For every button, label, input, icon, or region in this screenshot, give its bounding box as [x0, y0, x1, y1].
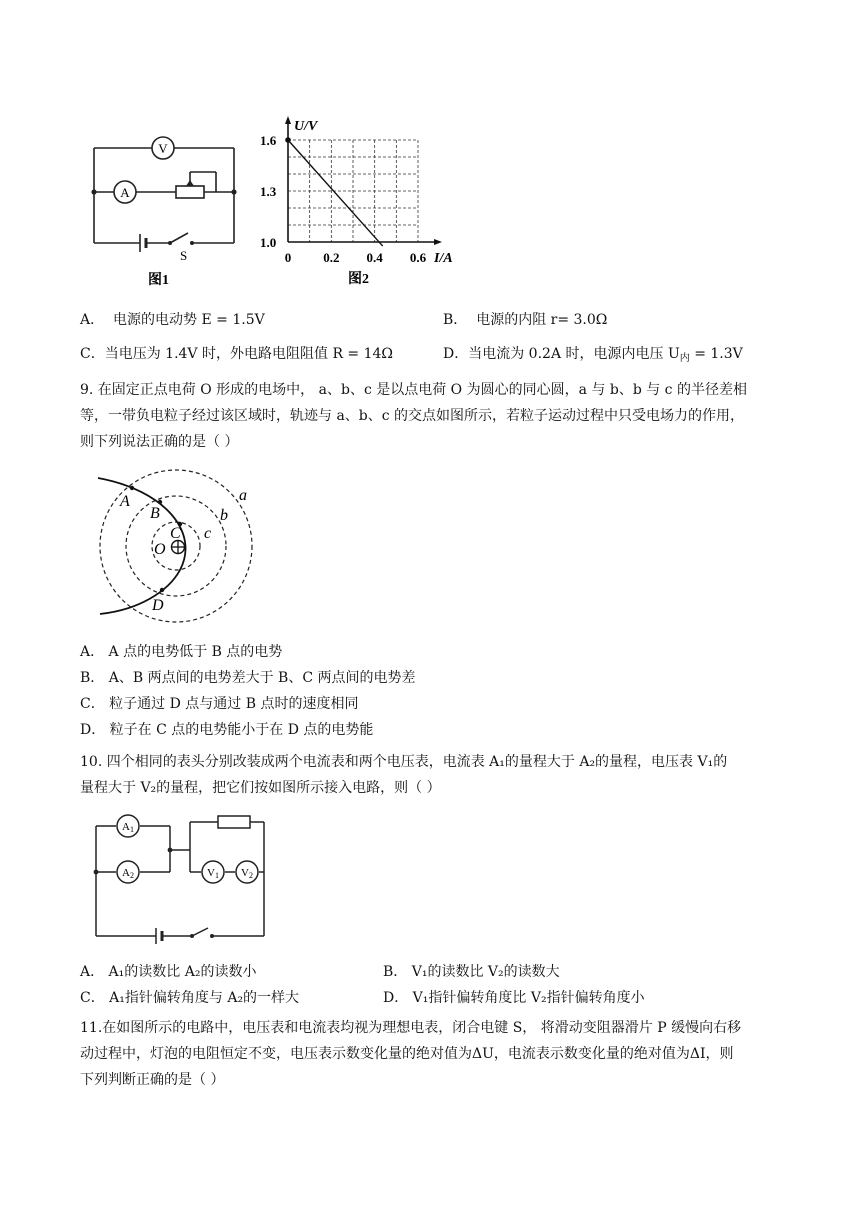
q10-option-d[interactable]: D． V₁指针偏转角度比 V₂指针偏转角度小	[383, 990, 645, 1006]
q10-option-c[interactable]: C． A₁指针偏转角度与 A₂的一样大	[80, 990, 300, 1006]
fig2-x-tick-label: 0.2	[323, 250, 340, 265]
q9-option-b[interactable]: B． A、B 两点间的电势差大于 B、C 两点间的电势差	[80, 670, 416, 686]
fig1-switch-label: S	[180, 248, 188, 263]
fig1-voltmeter-label: V	[158, 141, 168, 156]
fig2-caption: 图2	[348, 272, 369, 287]
q11-stem-line-1: 11.在如图所示的电路中，电压表和电流表均视为理想电表，闭合电键 S， 将滑动变阻器滑片 P 缓慢向右移	[80, 1020, 742, 1036]
fig2-y-tick-label: 1.3	[260, 184, 277, 199]
fig2-x-tick-label: 0.6	[409, 250, 427, 265]
q9-option-d[interactable]: D． 粒子在 C 点的电势能小于在 D 点的电势能	[80, 722, 374, 738]
q9-label-C: C	[170, 525, 181, 542]
q10-option-a[interactable]: A． A₁的读数比 A₂的读数小	[80, 964, 257, 980]
q9-label-b: b	[220, 507, 228, 524]
fig2-x-tick-label: 0	[284, 250, 292, 265]
q9-label-c: c	[204, 525, 212, 542]
q8-option-c[interactable]: C．当电压为 1.4V 时，外电路电阻阻值 R = 14Ω	[80, 346, 394, 362]
q9-option-c[interactable]: C． 粒子通过 D 点与通过 B 点时的速度相同	[80, 696, 359, 712]
q9-stem-line-2: 等，一带负电粒子经过该区域时，轨迹与 a、b、c 的交点如图所示，若粒子运动过程中只受电场力的作用，	[80, 408, 745, 424]
q9-label-A: A	[120, 493, 130, 510]
q9-label-D: D	[152, 597, 164, 614]
fig2-intercept-point	[285, 137, 291, 143]
q10-stem-line-1: 10. 四个相同的表头分别改装成两个电流表和两个电压表，电流表 A₁的量程大于 A₂的量程，电压表 V₁的	[80, 754, 728, 770]
q9-label-O: O	[154, 541, 166, 558]
fig1-caption: 图1	[148, 273, 169, 288]
fig1-ammeter-label: A	[120, 185, 130, 200]
q8-option-d[interactable]: D．当电流为 0.2A 时，电源内电压 $U_内 = 1.3V$	[443, 346, 743, 364]
q11-stem-line-3: 下列判断正确的是（ ）	[80, 1072, 225, 1088]
q10-meter-v2: V2	[241, 867, 253, 880]
q9-option-a[interactable]: A． A 点的电势低于 B 点的电势	[80, 644, 283, 660]
fig2-y-tick-label: 1.6	[260, 133, 277, 148]
fig2-x-axis-label: I/A	[434, 251, 453, 266]
figure-q9-field	[94, 466, 274, 626]
q10-meter-a2: A2	[122, 867, 134, 880]
q11-stem-line-2: 动过程中，灯泡的电阻恒定不变，电压表示数变化量的绝对值为ΔU，电流表示数变化量的绝对值为ΔI，则	[80, 1046, 734, 1062]
q10-meter-a1: A1	[122, 821, 134, 834]
q8-option-b[interactable]: B． 电源的内阻 r= 3.0Ω	[443, 312, 608, 328]
q8-option-a[interactable]: A． 电源的电动势 E = 1.5V	[80, 312, 265, 328]
figure-2-ui-graph	[256, 112, 466, 292]
q9-label-a: a	[239, 487, 247, 504]
figure-q10-circuit	[88, 812, 278, 952]
fig2-y-tick-label: 1.0	[260, 235, 277, 250]
q10-stem-line-2: 量程大于 V₂的量程，把它们按如图所示接入电路，则（ ）	[80, 780, 441, 796]
q9-label-B: B	[150, 505, 160, 522]
q9-stem-line-3: 则下列说法正确的是（ ）	[80, 434, 239, 450]
figure-1-circuit	[80, 128, 250, 288]
fig2-data-line	[288, 140, 383, 246]
fig2-y-axis-label: U/V	[294, 119, 318, 134]
q9-stem-line-1: 9. 在固定正点电荷 O 形成的电场中， a、b、c 是以点电荷 O 为圆心的同心圆，a 与 b、b 与 c 的半径差相	[80, 382, 747, 398]
q10-option-b[interactable]: B． V₁的读数比 V₂的读数大	[383, 964, 560, 980]
fig2-x-tick-label: 0.4	[366, 250, 383, 265]
q10-meter-v1: V1	[207, 867, 219, 880]
